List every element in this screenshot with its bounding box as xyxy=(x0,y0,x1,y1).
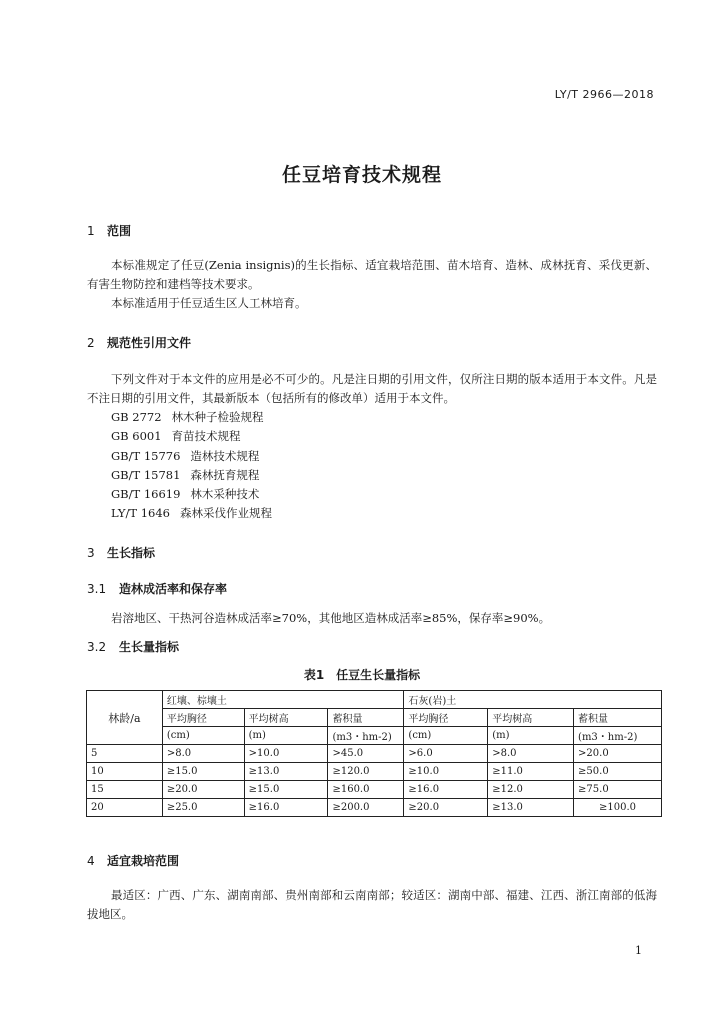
reference-list xyxy=(111,408,272,524)
page-number: 1 xyxy=(635,944,642,957)
section-2-paragraph-1: 下列文件对于本文件的应用是必不可少的。凡是注日期的引用文件，仅所注日期的版本适用于本文件。凡是不注日期的引用文件，其最新版本（包括所有的修改单）适用于本文件。 xyxy=(87,372,657,405)
table-cell: ≥20.0 xyxy=(404,799,488,817)
table-row xyxy=(87,745,662,763)
soil-group-header: 石灰(岩)土 xyxy=(404,691,662,709)
subsection-title: 造林成活率和保存率 xyxy=(119,582,228,596)
age-cell: 20 xyxy=(87,799,163,817)
section-number: 1 xyxy=(87,224,95,238)
reference-code: GB/T 15776 xyxy=(111,448,181,463)
table-cell: ≥11.0 xyxy=(488,763,574,781)
table-cell: ≥16.0 xyxy=(244,799,328,817)
section-3-1-heading xyxy=(87,580,227,597)
subsection-number: 3.1 xyxy=(87,582,107,596)
standard-code: LY/T 2966—2018 xyxy=(554,88,654,101)
table-cell: ≥120.0 xyxy=(328,763,404,781)
table-cell: >8.0 xyxy=(488,745,574,763)
column-header: 平均树高 xyxy=(488,709,574,727)
reference-code: GB 2772 xyxy=(111,410,162,424)
table-cell: ≥75.0 xyxy=(574,781,662,799)
table-row xyxy=(87,799,662,817)
reference-name: 林木采种技术 xyxy=(190,487,260,502)
table-cell: ≥10.0 xyxy=(404,763,488,781)
column-unit: (m) xyxy=(488,727,574,745)
soil-group-header: 红壤、棕壤土 xyxy=(162,691,404,709)
reference-name: 森林抚育规程 xyxy=(190,467,260,482)
column-header: 平均胸径 xyxy=(404,709,488,727)
section-1-paragraph-1: 本标准规定了任豆(Zenia insignis)的生长指标、适宜栽培范围、苗木培育、造林、成林抚育、采伐更新、有害生物防控和建档等技术要求。 xyxy=(87,258,657,291)
column-unit: (m) xyxy=(244,727,328,745)
column-unit: (m3・hm-2) xyxy=(574,727,662,745)
subsection-number: 3.2 xyxy=(87,640,107,654)
age-column-header: 林龄/a xyxy=(87,691,163,745)
reference-item xyxy=(111,504,272,523)
section-1-paragraph-2: 本标准适用于任豆适生区人工林培育。 xyxy=(111,296,307,310)
growth-indicator-table xyxy=(86,690,662,817)
column-header: 平均树高 xyxy=(244,709,328,727)
reference-code: GB 6001 xyxy=(111,429,162,444)
column-header: 蓄积量 xyxy=(574,709,662,727)
document-title: 任豆培育技术规程 xyxy=(281,164,442,186)
reference-code: GB/T 15781 xyxy=(111,467,181,482)
table-cell: >20.0 xyxy=(574,745,662,763)
section-4-paragraph: 最适区：广西、广东、湖南南部、贵州南部和云南南部；较适区：湖南中部、福建、江西、浙江南部的低海拔地区。 xyxy=(87,888,657,921)
section-title: 适宜栽培范围 xyxy=(107,854,180,868)
table-row xyxy=(87,781,662,799)
table-cell: >6.0 xyxy=(404,745,488,763)
reference-code: GB/T 16619 xyxy=(111,487,181,502)
age-cell: 10 xyxy=(87,763,163,781)
age-cell: 5 xyxy=(87,745,163,763)
reference-item xyxy=(111,447,272,466)
table-cell: ≥25.0 xyxy=(162,799,244,817)
reference-name: 造林技术规程 xyxy=(190,448,260,463)
column-unit: (cm) xyxy=(404,727,488,745)
section-3-heading xyxy=(87,544,155,561)
reference-item xyxy=(111,466,272,485)
section-number: 3 xyxy=(87,546,95,560)
table-cell: >45.0 xyxy=(328,745,404,763)
table-cell: ≥16.0 xyxy=(404,781,488,799)
column-header: 平均胸径 xyxy=(162,709,244,727)
column-header: 蓄积量 xyxy=(328,709,404,727)
table-cell: ≥160.0 xyxy=(328,781,404,799)
table-row xyxy=(87,763,662,781)
section-title: 规范性引用文件 xyxy=(107,336,192,350)
table-cell: >8.0 xyxy=(162,745,244,763)
table-cell: ≥12.0 xyxy=(488,781,574,799)
section-1-heading xyxy=(87,222,131,239)
table-cell: ≥15.0 xyxy=(244,781,328,799)
section-number: 2 xyxy=(87,336,95,350)
table-cell: ≥200.0 xyxy=(328,799,404,817)
table-header-row xyxy=(87,709,662,727)
reference-code: LY/T 1646 xyxy=(111,506,170,521)
section-3-2-heading xyxy=(87,638,179,655)
table-header-row xyxy=(87,691,662,709)
section-title: 生长指标 xyxy=(107,546,156,560)
section-2-heading xyxy=(87,334,191,351)
table-cell: ≥13.0 xyxy=(488,799,574,817)
column-unit: (cm) xyxy=(162,727,244,745)
reference-name: 育苗技术规程 xyxy=(171,429,241,444)
reference-item xyxy=(111,485,272,504)
section-4-heading xyxy=(87,852,179,869)
table-cell: ≥13.0 xyxy=(244,763,328,781)
column-unit: (m3・hm-2) xyxy=(328,727,404,745)
table-cell: ≥15.0 xyxy=(162,763,244,781)
reference-name: 林木种子检验规程 xyxy=(171,410,264,424)
reference-item xyxy=(111,408,272,427)
table-cell: >10.0 xyxy=(244,745,328,763)
subsection-title: 生长量指标 xyxy=(119,640,180,654)
section-3-1-paragraph: 岩溶地区、干热河谷造林成活率≥70%，其他地区造林成活率≥85%，保存率≥90%。 xyxy=(111,611,551,625)
age-cell: 15 xyxy=(87,781,163,799)
table-caption: 表1 任豆生长量指标 xyxy=(303,668,421,682)
reference-item xyxy=(111,427,272,446)
table-cell: ≥20.0 xyxy=(162,781,244,799)
table-cell: ≥50.0 xyxy=(574,763,662,781)
table-header-row xyxy=(87,727,662,745)
section-title: 范围 xyxy=(107,224,132,238)
reference-name: 森林采伐作业规程 xyxy=(179,506,272,521)
table-cell: ≥100.0 xyxy=(574,799,662,817)
section-number: 4 xyxy=(87,854,95,868)
